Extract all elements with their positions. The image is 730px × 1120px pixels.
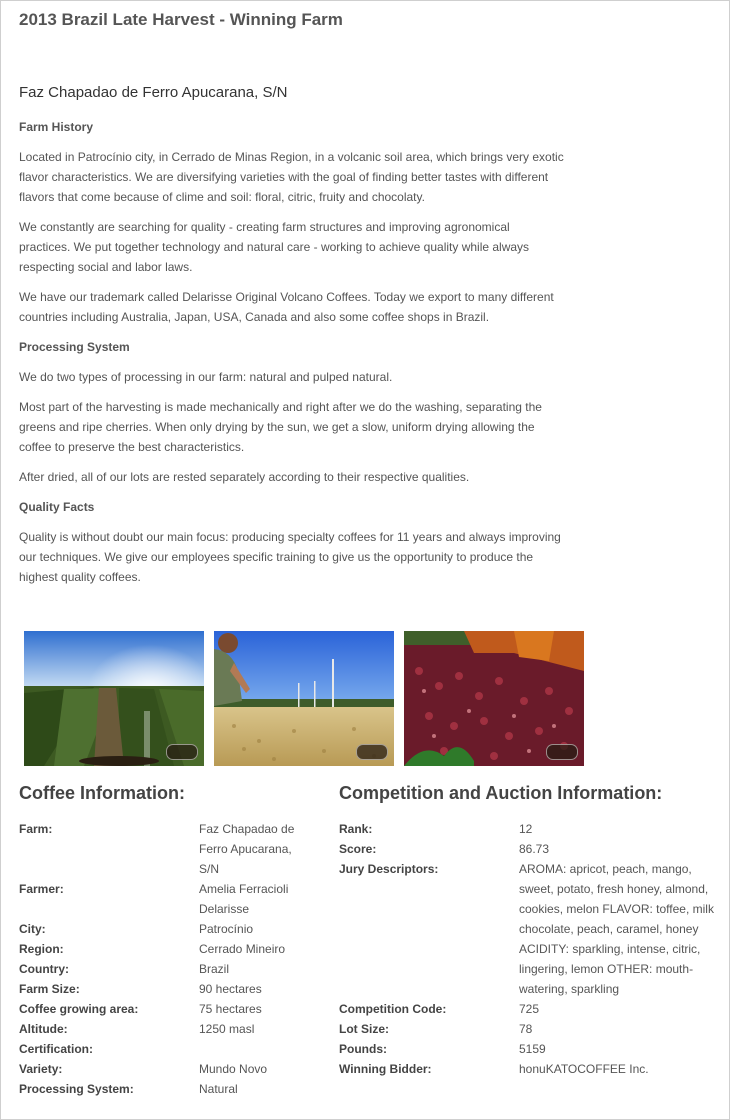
quality-facts-heading: Quality Facts — [19, 500, 95, 514]
table-row — [19, 979, 309, 999]
coffee-information-title: Coffee Information: — [19, 783, 185, 803]
table-row — [339, 999, 719, 1019]
row-label: Lot Size: — [339, 1022, 389, 1036]
table-row — [19, 1019, 309, 1039]
row-label: Region: — [19, 942, 64, 956]
farm-logo-stamp — [356, 744, 388, 760]
table-row — [19, 999, 309, 1019]
row-label: Score: — [339, 842, 377, 856]
table-row — [19, 959, 309, 979]
row-label: Competition Code: — [339, 1002, 447, 1016]
row-value: 90 hectares — [199, 982, 262, 996]
row-value: Amelia Ferracioli Delarisse — [199, 882, 289, 916]
processing-paragraph: Most part of the harvesting is made mechanically and right after we do the washing, separating the greens and ripe cherries. When only drying by the sun, we get a slow, uniform drying allowing the coffee to preserve the best characteristics. — [19, 400, 542, 454]
row-label: Winning Bidder: — [339, 1062, 432, 1076]
row-label: Jury Descriptors: — [339, 862, 439, 876]
row-label: Variety: — [19, 1062, 63, 1076]
row-label: Pounds: — [339, 1042, 387, 1056]
row-value: 75 hectares — [199, 1002, 262, 1016]
row-value: 12 — [519, 822, 533, 836]
row-value: Brazil — [199, 962, 230, 976]
table-row — [19, 879, 309, 919]
table-row — [19, 939, 309, 959]
row-label: Farm Size: — [19, 982, 80, 996]
row-value: Cerrado Mineiro — [199, 942, 286, 956]
row-value: Natural — [199, 1082, 238, 1096]
row-label: Altitude: — [19, 1022, 68, 1036]
row-value: 78 — [519, 1022, 533, 1036]
row-label: Farm: — [19, 822, 53, 836]
farm-history-paragraph: We constantly are searching for quality - creating farm structures and improving agronomical practices. We put together technology and natural care - working to achieve quality while always respecting social and labor laws. — [19, 220, 530, 274]
row-label: Country: — [19, 962, 69, 976]
competition-information-title: Competition and Auction Information: — [339, 783, 663, 803]
processing-paragraph: We do two types of processing in our farm: natural and pulped natural. — [19, 370, 393, 384]
row-value: 1250 masl — [199, 1022, 255, 1036]
table-row — [19, 1079, 309, 1099]
row-value: honuKATOCOFFEE Inc. — [519, 1062, 649, 1076]
table-row — [339, 859, 719, 999]
coffee-cherries-photo — [404, 631, 584, 766]
table-row — [19, 1059, 309, 1079]
table-row — [19, 1039, 309, 1059]
farm-logo-stamp — [546, 744, 578, 760]
table-row — [19, 919, 309, 939]
row-value: 725 — [519, 1002, 540, 1016]
farm-logo-stamp — [166, 744, 198, 760]
row-value: Faz Chapadao de Ferro Apucarana, S/N — [199, 822, 295, 876]
table-row — [339, 839, 719, 859]
coffee-field-photo — [24, 631, 204, 766]
row-label: Rank: — [339, 822, 373, 836]
row-label: Certification: — [19, 1042, 94, 1056]
row-label: Farmer: — [19, 882, 64, 896]
row-label: City: — [19, 922, 46, 936]
row-value: 5159 — [519, 1042, 546, 1056]
table-row — [339, 1019, 719, 1039]
processing-system-heading: Processing System — [19, 340, 130, 354]
processing-paragraph: After dried, all of our lots are rested separately according to their respective qualities. — [19, 470, 470, 484]
row-value — [199, 1039, 309, 1059]
table-row — [339, 819, 719, 839]
farm-history-heading: Farm History — [19, 120, 94, 134]
quality-paragraph: Quality is without doubt our main focus: producing specialty coffees for 11 years and always improving our techniques. We give our employees specific training to give us the opportunity to produce the highest quality coffees. — [19, 530, 561, 584]
table-row — [339, 1059, 719, 1079]
row-value: AROMA: apricot, peach, mango, sweet, potato, fresh honey, almond, cookies, melon FLAVOR: toffee, milk chocolate, peach, caramel, honey ACIDITY: sparkling, intense, citric, lingering, lemon OTHER: mouth-watering, sparkling — [519, 862, 714, 996]
row-label: Coffee growing area: — [19, 1002, 139, 1016]
page-title: 2013 Brazil Late Harvest - Winning Farm — [19, 10, 343, 29]
row-label: Processing System: — [19, 1082, 134, 1096]
row-value: 86.73 — [519, 842, 550, 856]
farm-history-paragraph: Located in Patrocínio city, in Cerrado de Minas Region, in a volcanic soil area, which brings very exotic flavor characteristics. We are diversifying varieties with the goal of finding better tastes with different flavors that come because of clime and soil: floral, citric, fruity and chocolaty. — [19, 150, 564, 204]
table-row — [19, 819, 309, 879]
table-row — [339, 1039, 719, 1059]
farm-description — [19, 117, 564, 597]
row-value: Patrocínio — [199, 922, 254, 936]
drying-patio-photo — [214, 631, 394, 766]
farm-name-heading: Faz Chapadao de Ferro Apucarana, S/N — [19, 84, 288, 101]
farm-history-paragraph: We have our trademark called Delarisse Original Volcano Coffees. Today we export to many different countries including Australia, Japan, USA, Canada and also some coffee shops in Brazil. — [19, 290, 554, 324]
competition-information-table — [339, 819, 719, 1079]
coffee-information-table — [19, 819, 309, 1099]
row-value: Mundo Novo — [199, 1062, 268, 1076]
